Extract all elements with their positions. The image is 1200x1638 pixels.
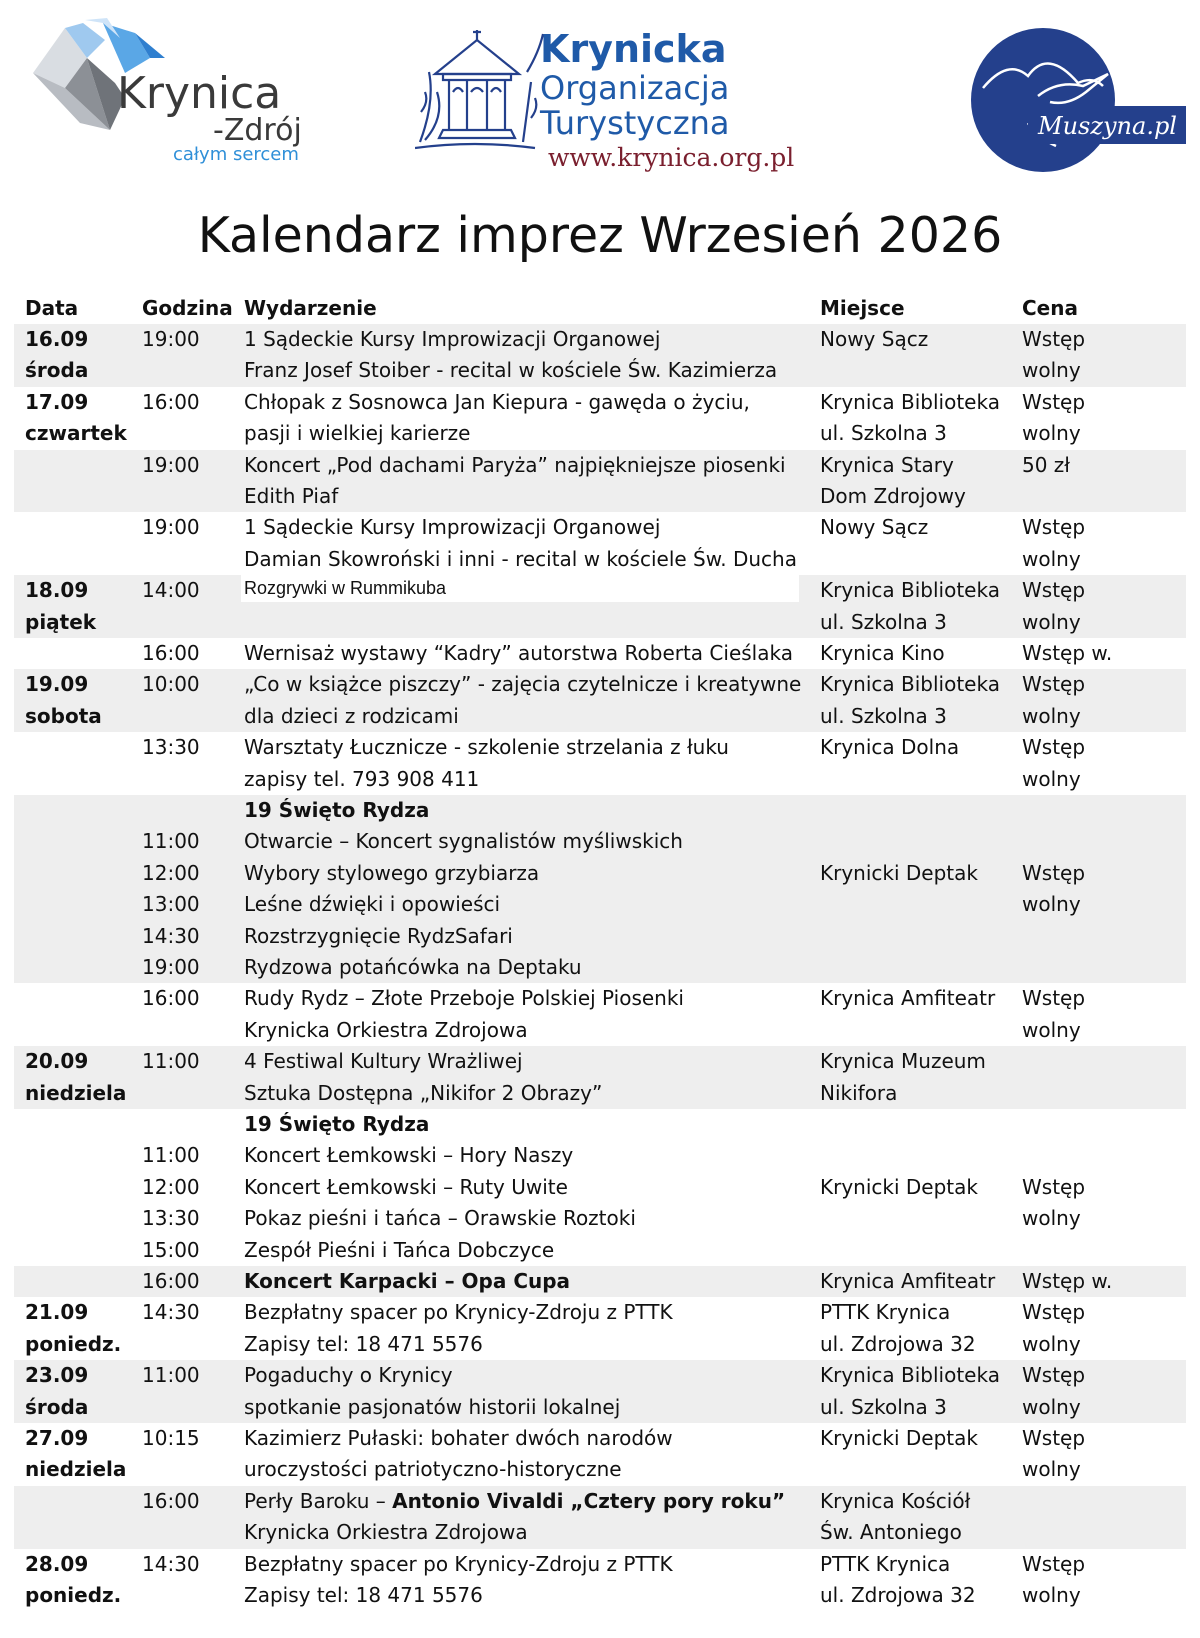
column-header-time: Godzina (142, 296, 233, 320)
event-place-line: Krynica Biblioteka (820, 578, 1000, 603)
event-price-line: wolny (1022, 546, 1081, 571)
event-title-line: Koncert Łemkowski – Hory Naszy (244, 1143, 574, 1168)
event-price-cell (1022, 1266, 1182, 1297)
event-title-line: spotkanie pasjonatów historii lokalnej (244, 1394, 621, 1419)
logo-muszyna-text: Muszyna.pl (1038, 112, 1177, 140)
event-price-line: wolny (1022, 766, 1081, 791)
event-price-line: Wstęp (1022, 986, 1086, 1011)
event-title-line: Pogaduchy o Krynicy (244, 1363, 453, 1388)
event-price-line: Wstęp (1022, 1425, 1086, 1450)
pavilion-icon (415, 30, 543, 148)
event-place-cell (820, 669, 1016, 732)
event-place-line: Krynicki Deptak (820, 1425, 978, 1450)
event-place-cell (820, 983, 1016, 1014)
event-place-line: Św. Antoniego (820, 1520, 962, 1545)
events-table (14, 292, 1186, 1611)
event-date-line: 28.09 (25, 1551, 89, 1576)
event-time-line: 11:00 (142, 1143, 200, 1168)
event-place-line: ul. Zdrojowa 32 (820, 1331, 976, 1356)
event-date-line: poniedz. (25, 1331, 122, 1356)
event-place-line: ul. Szkolna 3 (820, 421, 947, 446)
event-time-cell (142, 1549, 238, 1580)
table-row (14, 450, 1186, 513)
event-title-line: Damian Skowroński i inni - recital w kościele Św. Ducha (244, 546, 797, 571)
event-place-line: Krynica Muzeum (820, 1049, 986, 1074)
event-price-line: Wstęp w. (1022, 640, 1113, 665)
event-place-line: Krynica Stary (820, 452, 954, 477)
event-date-line: 27.09 (25, 1425, 89, 1450)
event-title-cell (244, 1423, 816, 1486)
event-date-cell (25, 1549, 145, 1612)
event-place-line: Nowy Sącz (820, 515, 929, 540)
event-title-cell (244, 450, 816, 513)
event-title-line: Rozstrzygnięcie RydzSafari (244, 923, 513, 948)
event-price-cell (1022, 324, 1182, 387)
table-row (14, 1549, 1186, 1612)
table-row (14, 1046, 1186, 1109)
event-title-cell (244, 669, 816, 732)
event-price-cell (1022, 1297, 1182, 1360)
event-price-line: Wstęp (1022, 1174, 1086, 1199)
event-place-cell (820, 1360, 1016, 1423)
event-place-cell (820, 1423, 1016, 1454)
column-header-date: Data (25, 296, 79, 320)
event-price-line: Wstęp (1022, 1300, 1086, 1325)
event-date-cell (25, 575, 145, 638)
event-place-line (820, 826, 1016, 857)
event-title-line (244, 1486, 816, 1517)
event-price-cell (1022, 1549, 1182, 1612)
event-place-cell (820, 450, 1016, 513)
event-place-line: PTTK Krynica (820, 1300, 951, 1325)
event-time-line: 10:00 (142, 672, 200, 697)
event-title-cell (244, 1549, 816, 1612)
event-price-cell (1022, 387, 1182, 450)
table-row (14, 1486, 1186, 1549)
event-time-line: 19:00 (142, 327, 200, 351)
event-date-line: 21.09 (25, 1300, 89, 1325)
event-title-line: Koncert Karpacki – Opa Cupa (244, 1268, 571, 1293)
event-title-line: Zapisy tel: 18 471 5576 (244, 1582, 483, 1607)
event-title-line: „Co w książce piszczy” - zajęcia czytelnicze i kreatywne (244, 672, 802, 697)
event-place-line: Krynicki Deptak (820, 1174, 978, 1199)
event-place-line: ul. Szkolna 3 (820, 1394, 947, 1419)
kot-logo (415, 22, 855, 182)
event-title-cell (244, 387, 816, 450)
event-title-line: Rozgrywki w Rummikuba (241, 575, 799, 602)
event-place-line: ul. Szkolna 3 (820, 609, 947, 634)
event-price-line: Wstęp (1022, 327, 1086, 351)
event-time-line: 14:00 (142, 578, 200, 603)
event-title-line: uroczystości patriotyczno-historyczne (244, 1457, 622, 1482)
event-place-cell (820, 1549, 1016, 1612)
event-title-line: Rydzowa potańcówka na Deptaku (244, 954, 582, 979)
column-header-price: Cena (1022, 296, 1078, 320)
event-time-line: 16:00 (142, 640, 200, 665)
event-price-cell (1022, 795, 1182, 921)
event-time-cell (142, 795, 238, 983)
table-row (14, 1297, 1186, 1360)
event-date-line: środa (25, 1394, 89, 1419)
event-place-cell (820, 732, 1016, 763)
event-date-line: 19.09 (25, 672, 89, 697)
column-header-place: Miejsce (820, 296, 905, 320)
event-time-line: 12:00 (142, 860, 200, 885)
logo-krynica-name: Krynica (117, 68, 282, 119)
table-row (14, 512, 1186, 575)
event-price-cell (1022, 512, 1182, 575)
event-place-cell (820, 795, 1016, 889)
event-time-cell (142, 1046, 238, 1077)
event-place-line: Nikifora (820, 1080, 898, 1105)
event-time-line: 19:00 (142, 515, 200, 540)
event-price-line: Wstęp (1022, 860, 1086, 885)
event-date-cell (25, 1046, 145, 1109)
event-title-line: 19 Święto Rydza (244, 1111, 430, 1136)
event-title-line: Franz Josef Stoiber - recital w kościele Św. Kazimierza (244, 358, 778, 383)
event-time-cell (142, 732, 238, 763)
table-row (14, 1423, 1186, 1486)
event-title-line: zapisy tel. 793 908 411 (244, 766, 480, 791)
event-title-line: 19 Święto Rydza (244, 797, 430, 822)
table-row (14, 732, 1186, 795)
event-place-cell (820, 1486, 1016, 1549)
event-place-cell (820, 1109, 1016, 1203)
event-time-cell (142, 1360, 238, 1391)
event-date-cell (25, 1297, 145, 1360)
table-row (14, 795, 1186, 983)
event-title-line: Otwarcie – Koncert sygnalistów myśliwskich (244, 829, 683, 854)
event-date-cell (25, 669, 145, 732)
table-row (14, 1266, 1186, 1297)
event-time-cell (142, 1423, 238, 1454)
event-date-line: 23.09 (25, 1363, 89, 1388)
event-price-cell (1022, 1423, 1182, 1486)
event-place-line: Krynica Dolna (820, 735, 960, 760)
event-place-line: ul. Szkolna 3 (820, 703, 947, 728)
event-date-cell (25, 1423, 145, 1486)
event-title-line: Rudy Rydz – Złote Przeboje Polskiej Piosenki (244, 986, 684, 1011)
event-title-line: 1 Sądeckie Kursy Improwizacji Organowej (244, 515, 661, 540)
event-date-cell (25, 387, 145, 450)
logo-kot-url: www.krynica.org.pl (548, 143, 795, 172)
event-time-line: 14:30 (142, 1551, 200, 1576)
logo-kot-line3: Turystyczna (540, 104, 730, 142)
table-row (14, 575, 1186, 638)
event-title-cell (244, 1266, 816, 1297)
event-place-line: Krynica Amfiteatr (820, 1268, 996, 1293)
logo-kot-line1: Krynicka (540, 27, 727, 71)
event-price-line: wolny (1022, 703, 1081, 728)
event-date-line: piątek (25, 609, 97, 634)
event-time-cell (142, 1297, 238, 1328)
event-price-cell (1022, 638, 1182, 669)
event-time-line: 13:30 (142, 735, 200, 760)
event-place-line: Krynica Kino (820, 640, 945, 665)
event-place-cell (820, 638, 1016, 669)
event-title-line: Krynicka Orkiestra Zdrojowa (244, 1017, 528, 1042)
event-time-cell (142, 324, 238, 355)
event-date-line: środa (25, 358, 89, 383)
event-price-cell (1022, 450, 1182, 481)
event-time-cell (142, 450, 238, 481)
event-title-cell (244, 638, 816, 669)
muszyna-logo (968, 28, 1188, 178)
event-time-line: 16:00 (142, 389, 200, 414)
event-title-cell (244, 1297, 816, 1360)
event-title-line: Bezpłatny spacer po Krynicy-Zdroju z PTTK (244, 1551, 673, 1576)
event-price-cell (1022, 1360, 1182, 1423)
event-title-line: Chłopak z Sosnowca Jan Kiepura - gawęda o życiu, (244, 389, 750, 414)
event-place-line (820, 1109, 1016, 1140)
event-price-line: Wstęp (1022, 578, 1086, 603)
event-price-line: wolny (1022, 421, 1081, 446)
table-row (14, 983, 1186, 1046)
event-time-line: 16:00 (142, 1488, 200, 1513)
event-time-cell (142, 1109, 238, 1266)
event-date-line: czwartek (25, 421, 127, 446)
event-price-line: wolny (1022, 1017, 1081, 1042)
event-time-line: 14:30 (142, 923, 200, 948)
event-price-line: wolny (1022, 1394, 1081, 1419)
event-title-line: 4 Festiwal Kultury Wrażliwej (244, 1049, 523, 1074)
event-title-cell (244, 983, 816, 1046)
event-title-line: Zapisy tel: 18 471 5576 (244, 1331, 483, 1356)
event-date-line: niedziela (25, 1080, 127, 1105)
event-title-line: pasji i wielkiej karierze (244, 421, 471, 446)
event-price-cell (1022, 1109, 1182, 1235)
event-price-line (1022, 1140, 1182, 1171)
event-title-line: Wernisaż wystawy “Kadry” autorstwa Roberta Cieślaka (244, 640, 793, 665)
event-time-line: 11:00 (142, 1049, 200, 1074)
event-place-line: Krynica Biblioteka (820, 672, 1000, 697)
event-time-line: 19:00 (142, 954, 200, 979)
event-time-line: 16:00 (142, 986, 200, 1011)
event-date-line: sobota (25, 703, 102, 728)
event-title-bold: Antonio Vivaldi „Cztery pory roku” (392, 1488, 786, 1513)
event-title-cell (244, 795, 816, 983)
event-price-line: Wstęp (1022, 672, 1086, 697)
column-header-event: Wydarzenie (244, 296, 377, 320)
event-price-line: Wstęp (1022, 1363, 1086, 1388)
event-time-line: 10:15 (142, 1425, 200, 1450)
event-price-line: wolny (1022, 358, 1081, 383)
event-price-cell (1022, 575, 1182, 638)
event-time-cell (142, 638, 238, 669)
logo-krynica-tagline: całym sercem (173, 144, 299, 165)
event-place-cell (820, 1266, 1016, 1297)
event-price-cell (1022, 732, 1182, 795)
event-price-line: 50 zł (1022, 452, 1070, 477)
event-time-line (142, 795, 238, 826)
event-title-cell (244, 575, 816, 602)
event-time-line: 11:00 (142, 1363, 200, 1388)
event-place-line: Dom Zdrojowy (820, 483, 966, 508)
event-rows (14, 324, 1186, 1611)
event-time-line (142, 1109, 238, 1140)
event-title-line: Pokaz pieśni i tańca – Orawskie Roztoki (244, 1206, 636, 1231)
event-time-line: 13:00 (142, 892, 200, 917)
event-price-line: wolny (1022, 1206, 1081, 1231)
event-place-line: Krynica Biblioteka (820, 389, 1000, 414)
event-price-cell (1022, 669, 1182, 732)
event-date-line: poniedz. (25, 1582, 122, 1607)
event-place-cell (820, 575, 1016, 638)
table-row (14, 387, 1186, 450)
event-time-cell (142, 387, 238, 418)
page-title: Kalendarz imprez Wrzesień 2026 (197, 207, 1003, 264)
event-price-line: wolny (1022, 609, 1081, 634)
event-date-cell (25, 1360, 145, 1423)
event-date-line: 20.09 (25, 1049, 89, 1074)
table-row (14, 638, 1186, 669)
event-price-line: Wstęp (1022, 1551, 1086, 1576)
event-title-line: Edith Piaf (244, 483, 339, 508)
event-price-line (1022, 795, 1182, 826)
event-price-line: Wstęp (1022, 389, 1086, 414)
event-title-cell (244, 1360, 816, 1423)
event-place-cell (820, 512, 1016, 543)
event-title-line: Zespół Pieśni i Tańca Dobczyce (244, 1237, 555, 1262)
event-date-cell (25, 324, 145, 387)
event-date-line: 17.09 (25, 389, 89, 414)
event-time-cell (142, 575, 238, 606)
logo-kot-line2: Organizacja (540, 69, 730, 107)
event-time-line: 15:00 (142, 1237, 200, 1262)
event-title-line: Koncert „Pod dachami Paryża” najpiękniejsze piosenki (244, 452, 786, 477)
event-title-line: Koncert Łemkowski – Ruty Uwite (244, 1174, 568, 1199)
event-place-line: Nowy Sącz (820, 327, 929, 351)
event-price-line: wolny (1022, 1457, 1081, 1482)
table-row (14, 1360, 1186, 1423)
header (0, 0, 1200, 200)
event-time-cell (142, 512, 238, 543)
event-time-cell (142, 669, 238, 700)
event-title-line: Wybory stylowego grzybiarza (244, 860, 540, 885)
event-time-line: 14:30 (142, 1300, 200, 1325)
event-place-cell (820, 387, 1016, 450)
event-time-cell (142, 983, 238, 1014)
event-title-line: Bezpłatny spacer po Krynicy-Zdroju z PTTK (244, 1300, 673, 1325)
event-title-cell (244, 1109, 816, 1266)
event-time-cell (142, 1486, 238, 1517)
event-date-line: niedziela (25, 1457, 127, 1482)
event-place-line (820, 1140, 1016, 1171)
event-time-line: 16:00 (142, 1268, 200, 1293)
event-price-line: Wstęp (1022, 515, 1086, 540)
event-place-line: Krynicki Deptak (820, 860, 978, 885)
table-row (14, 324, 1186, 387)
event-title-line: Warsztaty Łucznicze - szkolenie strzelania z łuku (244, 735, 729, 760)
event-time-line: 19:00 (142, 452, 200, 477)
event-title-line: dla dzieci z rodzicami (244, 703, 459, 728)
event-title-cell (244, 1046, 816, 1109)
table-row (14, 1109, 1186, 1266)
event-place-line: ul. Zdrojowa 32 (820, 1582, 976, 1607)
event-price-line: wolny (1022, 1331, 1081, 1356)
event-price-cell (1022, 983, 1182, 1046)
event-title-plain: Perły Baroku – (244, 1488, 393, 1513)
event-title-cell (244, 324, 816, 387)
event-title-cell (244, 1486, 816, 1549)
event-title-line: 1 Sądeckie Kursy Improwizacji Organowej (244, 327, 661, 351)
table-row (14, 669, 1186, 732)
logo-krynica-sub: -Zdrój (213, 113, 302, 148)
event-place-line (820, 795, 1016, 826)
event-title-line: Leśne dźwięki i opowieści (244, 892, 501, 917)
muszyna-circle (971, 28, 1115, 172)
event-title-cell (244, 732, 816, 795)
event-place-line: PTTK Krynica (820, 1551, 951, 1576)
event-place-line: Krynica Kościół (820, 1488, 971, 1513)
event-price-line: wolny (1022, 892, 1081, 917)
event-price-line: Wstęp (1022, 735, 1086, 760)
event-title-line: Kazimierz Pułaski: bohater dwóch narodów (244, 1425, 673, 1450)
event-place-line: Krynica Amfiteatr (820, 986, 996, 1011)
event-title-line: Krynicka Orkiestra Zdrojowa (244, 1520, 528, 1545)
event-price-line (1022, 826, 1182, 857)
event-date-line: 16.09 (25, 327, 89, 351)
event-price-line: wolny (1022, 1582, 1081, 1607)
event-place-cell (820, 324, 1016, 355)
krynica-zdroj-logo (25, 18, 325, 178)
table-header (14, 292, 1186, 324)
event-time-line: 12:00 (142, 1174, 200, 1199)
event-time-line: 13:30 (142, 1206, 200, 1231)
event-place-cell (820, 1046, 1016, 1109)
event-price-line (1022, 1109, 1182, 1140)
event-date-line: 18.09 (25, 578, 89, 603)
event-title-cell (244, 512, 816, 575)
event-title-line: Sztuka Dostępna „Nikifor 2 Obrazy” (244, 1080, 603, 1105)
event-price-line: Wstęp w. (1022, 1268, 1113, 1293)
event-time-line: 11:00 (142, 829, 200, 854)
event-place-cell (820, 1297, 1016, 1360)
event-time-cell (142, 1266, 238, 1297)
event-place-line: Krynica Biblioteka (820, 1363, 1000, 1388)
